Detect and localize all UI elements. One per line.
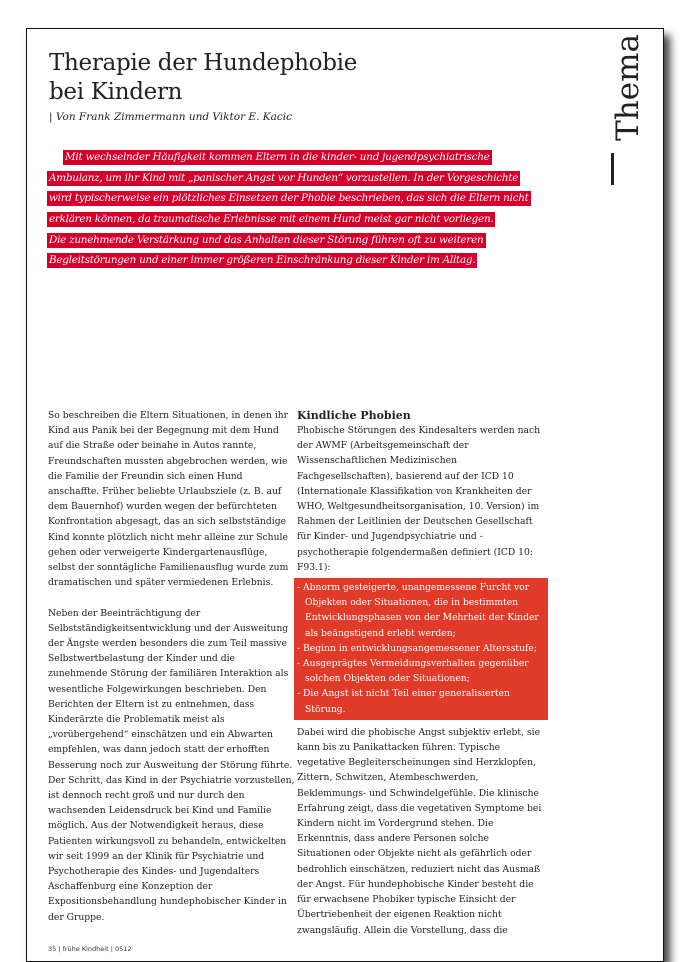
section-label-text: Thema xyxy=(610,34,646,141)
criteria-item: - Beginn in entwicklungsangemessener Altersstufe; xyxy=(297,642,537,654)
abstract-line: Begleitstörungen und einer immer größeren Einschränkung dieser Kinder im Alltag. xyxy=(49,254,476,267)
abstract-line: Die zunehmende Verstärkung und das Anhalten dieser Störung führen oft zu weiteren xyxy=(49,233,484,246)
body-paragraph: Phobische Störungen des Kindesalters werden nach der AWMF (Arbeitsgemeinschaft der Wissenschaftlichen Medizinischen Fachgesellschaften), basierend auf der ICD 10 (Internationale Klassifikation von Krankheiten der WHO, Weltgesundheitsorganisation, 10. Version) im Rahmen der Leitlinien der Deutschen Gesellschaft für Kinder- und Jugendpsychiatrie und -psychotherapie folgendermaßen definiert (ICD 10: F93.1): xyxy=(297,425,541,573)
title-line-2: bei Kindern xyxy=(49,79,183,105)
abstract-line: Ambulanz, um ihr Kind mit „panischer Angst vor Hunden“ vorzustellen. In der Vorgeschichte xyxy=(49,171,519,184)
abstract-line: Mit wechselnder Häufigkeit kommen Eltern in die kinder- und jugendpsychiatrische xyxy=(65,151,490,163)
body-paragraph: So beschreiben die Eltern Situationen, in denen ihr Kind aus Panik bei der Begegnung mit dem Hund auf die Straße oder beinahe in Autos rannte, Freundschaften mussten abgebrochen werden, wie die Familie der Freundin sich einen Hund anschaffte. Früher beliebte Urlaubsziele (z. B. auf dem Bauernhof) wurden wegen der befürchteten Konfrontation abgesagt, das an sich selbstständige Kind konnte plötzlich nicht mehr alleine zur Schule gehen oder verweigerte Kindergartenausflüge, selbst der sonntägliche Familienausflug wurde zum dramatischen und später vermiedenen Erlebnis. xyxy=(48,410,289,589)
magazine-page xyxy=(26,28,664,962)
criteria-item: - Die Angst ist nicht Teil einer generalisierten Störung. xyxy=(297,688,510,715)
section-label-bar xyxy=(611,153,614,185)
body-paragraph: Neben der Beeinträchtigung der Selbstständigkeitsentwicklung und der Ausweitung der Ängste werden besonders die zum Teil massive Selbstwertbelastung der Kinder und die zunehmende Störung der familiären Interaktion als wesentliche Folgewirkungen beschrieben. Den Berichten der Eltern ist zu entnehmen, dass Kinderärzte die Problematik meist als „vorübergehend“ einschätzen und ein Abwarten empfehlen, was dann jedoch statt der erhofften Besserung noch zur Ausweitung der Störung führte. Der Schritt, das Kind in der Psychiatrie vorzustellen, ist dennoch recht groß und nur durch den wachsenden Leidensdruck bei Kind und Familie möglich. Aus der Notwendigkeit heraus, diese Patienten wirkungsvoll zu behandeln, entwickelten wir seit 1999 an der Klinik für Psychiatrie und Psychotherapie des Kindes- und Jugendalters Aschaffenburg eine Konzeption der Expositionsbehandlung hundephobischer Kinder in der Gruppe. xyxy=(48,607,295,923)
page-footer: 35 | frühe Kindheit | 0512 xyxy=(48,945,132,953)
article-abstract xyxy=(47,147,577,271)
body-paragraph: Dabei wird die phobische Angst subjektiv erlebt, sie kann bis zu Panikattacken führen. Typische vegetative Begleiterscheinungen sind Herzklopfen, Zittern, Schwitzen, Atembeschwerden, Beklemmungs- und Schwindelgefühle. Die klinische Erfahrung zeigt, dass die vegetativen Symptome bei Kindern nicht im Vordergrund stehen. Die Erkenntnis, dass andere Personen solche Situationen oder Objekte nicht als gefährlich oder bedrohlich einschätzen, reduziert nicht das Ausmaß der Angst. Für hundephobische Kinder besteht die für erwachsene Phobiker typische Einsicht der Übertriebenheit der eigenen Reaktion nicht zwangsläufig. Allein die Vorstellung, dass die xyxy=(297,726,542,936)
article-authors: | Von Frank Zimmermann und Viktor E. Kacic xyxy=(49,111,292,123)
abstract-line: wird typischerweise ein plötzliches Einsetzen der Phobie beschrieben, das sich die Eltern nicht xyxy=(49,192,529,205)
title-line-1: Therapie der Hundephobie xyxy=(49,50,358,76)
criteria-item: - Ausgeprägtes Vermeidungsverhalten gegenüber solchen Objekten oder Situationen; xyxy=(297,658,529,685)
section-label xyxy=(593,34,653,187)
left-column xyxy=(48,408,296,925)
criteria-box xyxy=(294,578,548,720)
article-title xyxy=(49,49,449,107)
criteria-item: - Abnorm gesteigerte, unangemessene Furcht vor Objekten oder Situationen, die in bestimmten Entwicklungsphasen von der Mehrheit der Kinder als beängstigend erlebt werden; xyxy=(297,582,539,639)
right-column xyxy=(297,408,545,938)
abstract-line: erklären können, da traumatische Erlebnisse mit einem Hund meist gar nicht vorliegen. xyxy=(49,213,494,226)
section-heading: Kindliche Phobien xyxy=(297,409,411,422)
